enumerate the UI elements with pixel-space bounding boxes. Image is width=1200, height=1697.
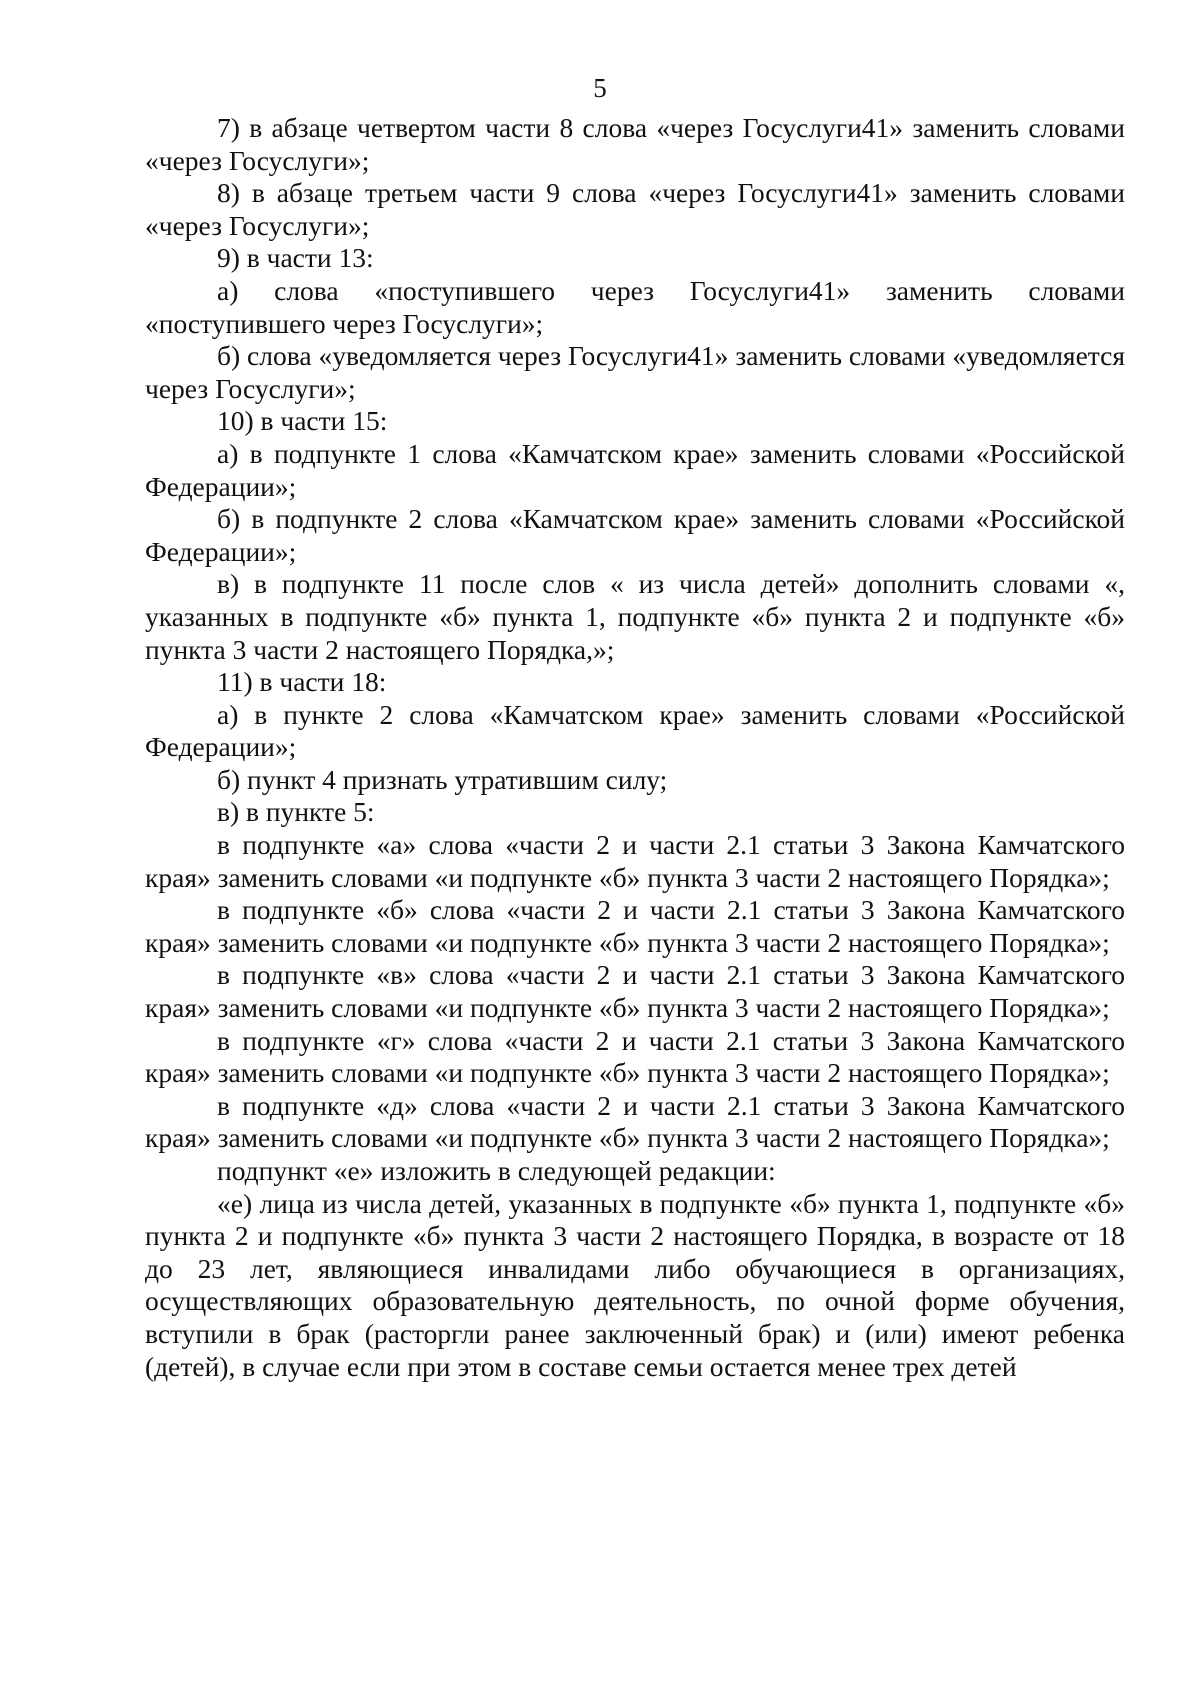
paragraph: 7) в абзаце четвертом части 8 слова «через Госуслуги41» заменить словами «через Госуслуги»; bbox=[145, 112, 1125, 176]
paragraph: в подпункте «д» слова «части 2 и части 2.1 статьи 3 Закона Камчатского края» заменить словами «и подпункте «б» пункта 3 части 2 настоящего Порядка»; bbox=[145, 1089, 1125, 1154]
paragraph: в) в пункте 5: bbox=[217, 796, 375, 828]
paragraph: 8) в абзаце третьем части 9 слова «через Госуслуги41» заменить словами «через Госуслуги»; bbox=[145, 177, 1125, 241]
paragraph: а) слова «поступившего через Госуслуги41» заменить словами «поступившего через Госуслуги»; bbox=[145, 274, 1125, 339]
paragraph: в подпункте «б» слова «части 2 и части 2.1 статьи 3 Закона Камчатского края» заменить словами «и подпункте «б» пункта 3 части 2 настоящего Порядка»; bbox=[145, 894, 1125, 958]
paragraph: в) в подпункте 11 после слов « из числа детей» дополнить словами «, указанных в подпункте «б» пункта 1, подпункте «б» пункта 2 и подпункте «б» пункта 3 части 2 настоящего Порядка,»; bbox=[145, 568, 1125, 665]
paragraph: в подпункте «а» слова «части 2 и части 2.1 статьи 3 Закона Камчатского края» заменить словами «и подпункте «б» пункта 3 части 2 настоящего Порядка»; bbox=[145, 829, 1125, 893]
paragraph: б) в подпункте 2 слова «Камчатском крае» заменить словами «Российской Федерации»; bbox=[145, 503, 1125, 567]
paragraph: в подпункте «г» слова «части 2 и части 2.1 статьи 3 Закона Камчатского края» заменить словами «и подпункте «б» пункта 3 части 2 настоящего Порядка»; bbox=[145, 1024, 1125, 1089]
paragraph: подпункт «е» изложить в следующей редакции: bbox=[217, 1155, 776, 1186]
paragraph: б) слова «уведомляется через Госуслуги41» заменить словами «уведомляется через Госуслуги»; bbox=[145, 340, 1125, 404]
document-body bbox=[145, 112, 1125, 1383]
page-number: 5 bbox=[593, 73, 607, 103]
paragraph: 10) в части 15: bbox=[217, 405, 388, 437]
paragraph: 9) в части 13: bbox=[217, 242, 374, 274]
paragraph: в подпункте «в» слова «части 2 и части 2.1 статьи 3 Закона Камчатского края» заменить словами «и подпункте «б» пункта 3 части 2 настоящего Порядка»; bbox=[145, 959, 1125, 1024]
paragraph: 11) в части 18: bbox=[217, 666, 387, 698]
paragraph: «е) лица из числа детей, указанных в подпункте «б» пункта 1, подпункте «б» пункта 2 и подпункте «б» пункта 3 части 2 настоящего Порядка, в возрасте от 18 до 23 лет, являющиеся инвалидами либо обучающиеся в организациях, осуществляющих образовательную деятельность, по очной форме обучения, вступили в брак (расторгли ранее заключенный брак) и (или) имеют ребенка (детей), в случае если при этом в составе семьи остается менее трех детей bbox=[145, 1187, 1125, 1382]
paragraph: а) в пункте 2 слова «Камчатском крае» заменить словами «Российской Федерации»; bbox=[145, 698, 1125, 763]
paragraph: а) в подпункте 1 слова «Камчатском крае» заменить словами «Российской Федерации»; bbox=[145, 437, 1125, 502]
paragraph: б) пункт 4 признать утратившим силу; bbox=[217, 763, 668, 795]
